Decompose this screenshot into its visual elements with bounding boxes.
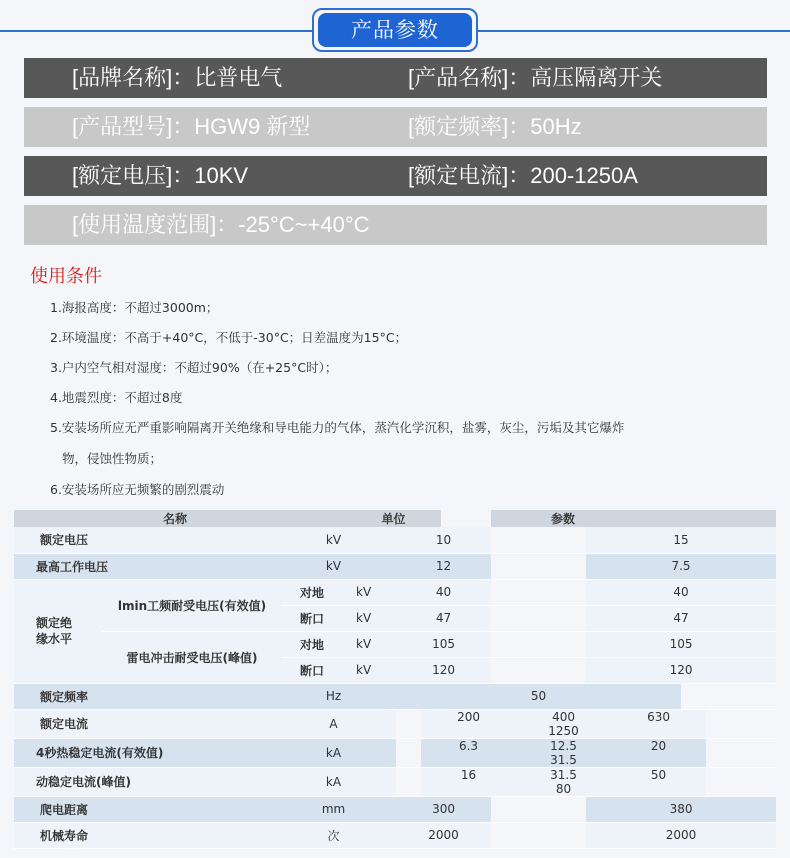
insulation-group-text: 额定绝缘水平	[36, 616, 73, 646]
row-value: 105	[586, 631, 776, 657]
row-value: 20	[650, 738, 667, 753]
spec-table	[14, 510, 776, 849]
table-header	[14, 510, 776, 527]
brand-name: [品牌名称]：比普电气	[72, 65, 283, 90]
row-unit: kA	[286, 767, 381, 796]
spec-band-2	[24, 107, 767, 147]
condition-item: 5.安装场所应无严重影响隔离开关绝缘和导电能力的气体，蒸汽化学沉积，盐雾，灰尘，污垢及其它爆炸	[50, 420, 625, 435]
rated-voltage: [额定电压]：10KV	[72, 163, 249, 188]
row-value: 40	[396, 579, 491, 605]
table-row	[14, 709, 776, 738]
rated-current: [额定电流]：200-1250A	[408, 163, 638, 188]
condition-item: 6.安装场所应无频繁的剧烈震动	[50, 482, 225, 497]
row-value: 16	[460, 767, 477, 782]
row-value: 31.5	[550, 752, 577, 767]
table-row	[14, 822, 776, 848]
section-header	[0, 0, 790, 58]
row-unit: kV	[342, 657, 491, 683]
page-title: 产品参数	[318, 13, 472, 47]
row-value: 6.3	[458, 738, 479, 753]
header-params: 参数	[491, 510, 776, 527]
row-value: 2000	[396, 822, 491, 848]
row-value: 50	[650, 767, 667, 782]
row-label: 最高工作电压	[14, 553, 396, 579]
row-unit: kA	[286, 738, 381, 767]
row-label: 爬电距离	[14, 796, 396, 822]
spec-band-4	[24, 205, 767, 245]
power-frequency-label: lmin工频耐受电压(有效值)	[102, 579, 282, 631]
table-row	[14, 579, 776, 605]
table-row	[14, 738, 776, 767]
row-value: 10	[396, 527, 491, 553]
dynamic-values	[421, 767, 706, 796]
row-unit: kV	[342, 579, 491, 605]
product-name: [产品名称]：高压隔离开关	[408, 65, 663, 90]
header-name: 名称	[14, 510, 396, 527]
header-divider-left	[0, 30, 312, 32]
row-label: 额定电流	[14, 709, 396, 738]
row-unit: kV	[342, 631, 491, 657]
conditions-title: 使用条件	[30, 266, 102, 287]
row-value: 47	[586, 605, 776, 631]
condition-item: 2.环境温度：不高于+40°C，不低于-30°C；日差温度为15°C；	[50, 330, 408, 345]
row-value: 12	[396, 553, 491, 579]
row-unit: kV	[342, 605, 491, 631]
condition-item: 4.地震烈度：不超过8度	[50, 390, 183, 405]
row-value: 12.5	[550, 738, 577, 753]
current-values	[421, 709, 706, 738]
row-unit: kV	[286, 553, 381, 579]
table-row	[14, 553, 776, 579]
row-value: 80	[555, 781, 572, 796]
row-value: 200	[457, 709, 480, 724]
condition-item: 物，侵蚀性物质；	[62, 451, 163, 466]
lightning-label: 雷电冲击耐受电压(峰值)	[102, 631, 282, 683]
row-value: 31.5	[550, 767, 577, 782]
row-label: 额定电压	[14, 527, 396, 553]
row-label: 4秒热稳定电流(有效值)	[14, 738, 396, 767]
row-label: 机械寿命	[14, 822, 396, 848]
row-label: 额定频率	[14, 683, 396, 709]
row-value: 47	[396, 605, 491, 631]
table-row	[14, 527, 776, 553]
row-value: 120	[586, 657, 776, 683]
rated-frequency: [额定频率]：50Hz	[408, 114, 582, 139]
row-value: 2000	[586, 822, 776, 848]
row-value: 380	[586, 796, 776, 822]
row-unit: mm	[286, 796, 381, 822]
header-unit: 单位	[346, 510, 441, 527]
to-ground-label: 对地	[282, 631, 342, 657]
row-unit: 次	[286, 822, 381, 848]
table-row	[14, 767, 776, 796]
row-unit: kV	[286, 527, 381, 553]
row-value: 40	[586, 579, 776, 605]
row-value: 1250	[548, 723, 579, 738]
row-value: 50	[396, 683, 681, 709]
break-label: 断口	[282, 657, 342, 683]
row-value: 105	[396, 631, 491, 657]
spec-band-1	[24, 58, 767, 98]
row-unit: A	[286, 709, 381, 738]
condition-item: 3.户内空气相对湿度：不超过90%（在+25°C时）；	[50, 360, 338, 375]
temperature-range: [使用温度范围]：-25°C~+40°C	[72, 212, 370, 237]
row-value: 120	[396, 657, 491, 683]
row-value: 7.5	[586, 553, 776, 579]
insulation-group-label	[14, 579, 102, 683]
row-value: 400	[552, 709, 575, 724]
condition-item: 1.海报高度：不超过3000m；	[50, 300, 219, 315]
row-value: 300	[396, 796, 491, 822]
product-model: [产品型号]：HGW9 新型	[72, 114, 311, 139]
break-label: 断口	[282, 605, 342, 631]
table-row	[14, 631, 776, 657]
header-divider-right	[478, 30, 790, 32]
row-label: 动稳定电流(峰值)	[14, 767, 396, 796]
to-ground-label: 对地	[282, 579, 342, 605]
thermal-values	[421, 738, 706, 767]
row-value: 15	[586, 527, 776, 553]
table-row	[14, 796, 776, 822]
row-unit: Hz	[286, 683, 381, 709]
table-row	[14, 683, 776, 709]
row-value: 630	[647, 709, 670, 724]
spec-band-3	[24, 156, 767, 196]
